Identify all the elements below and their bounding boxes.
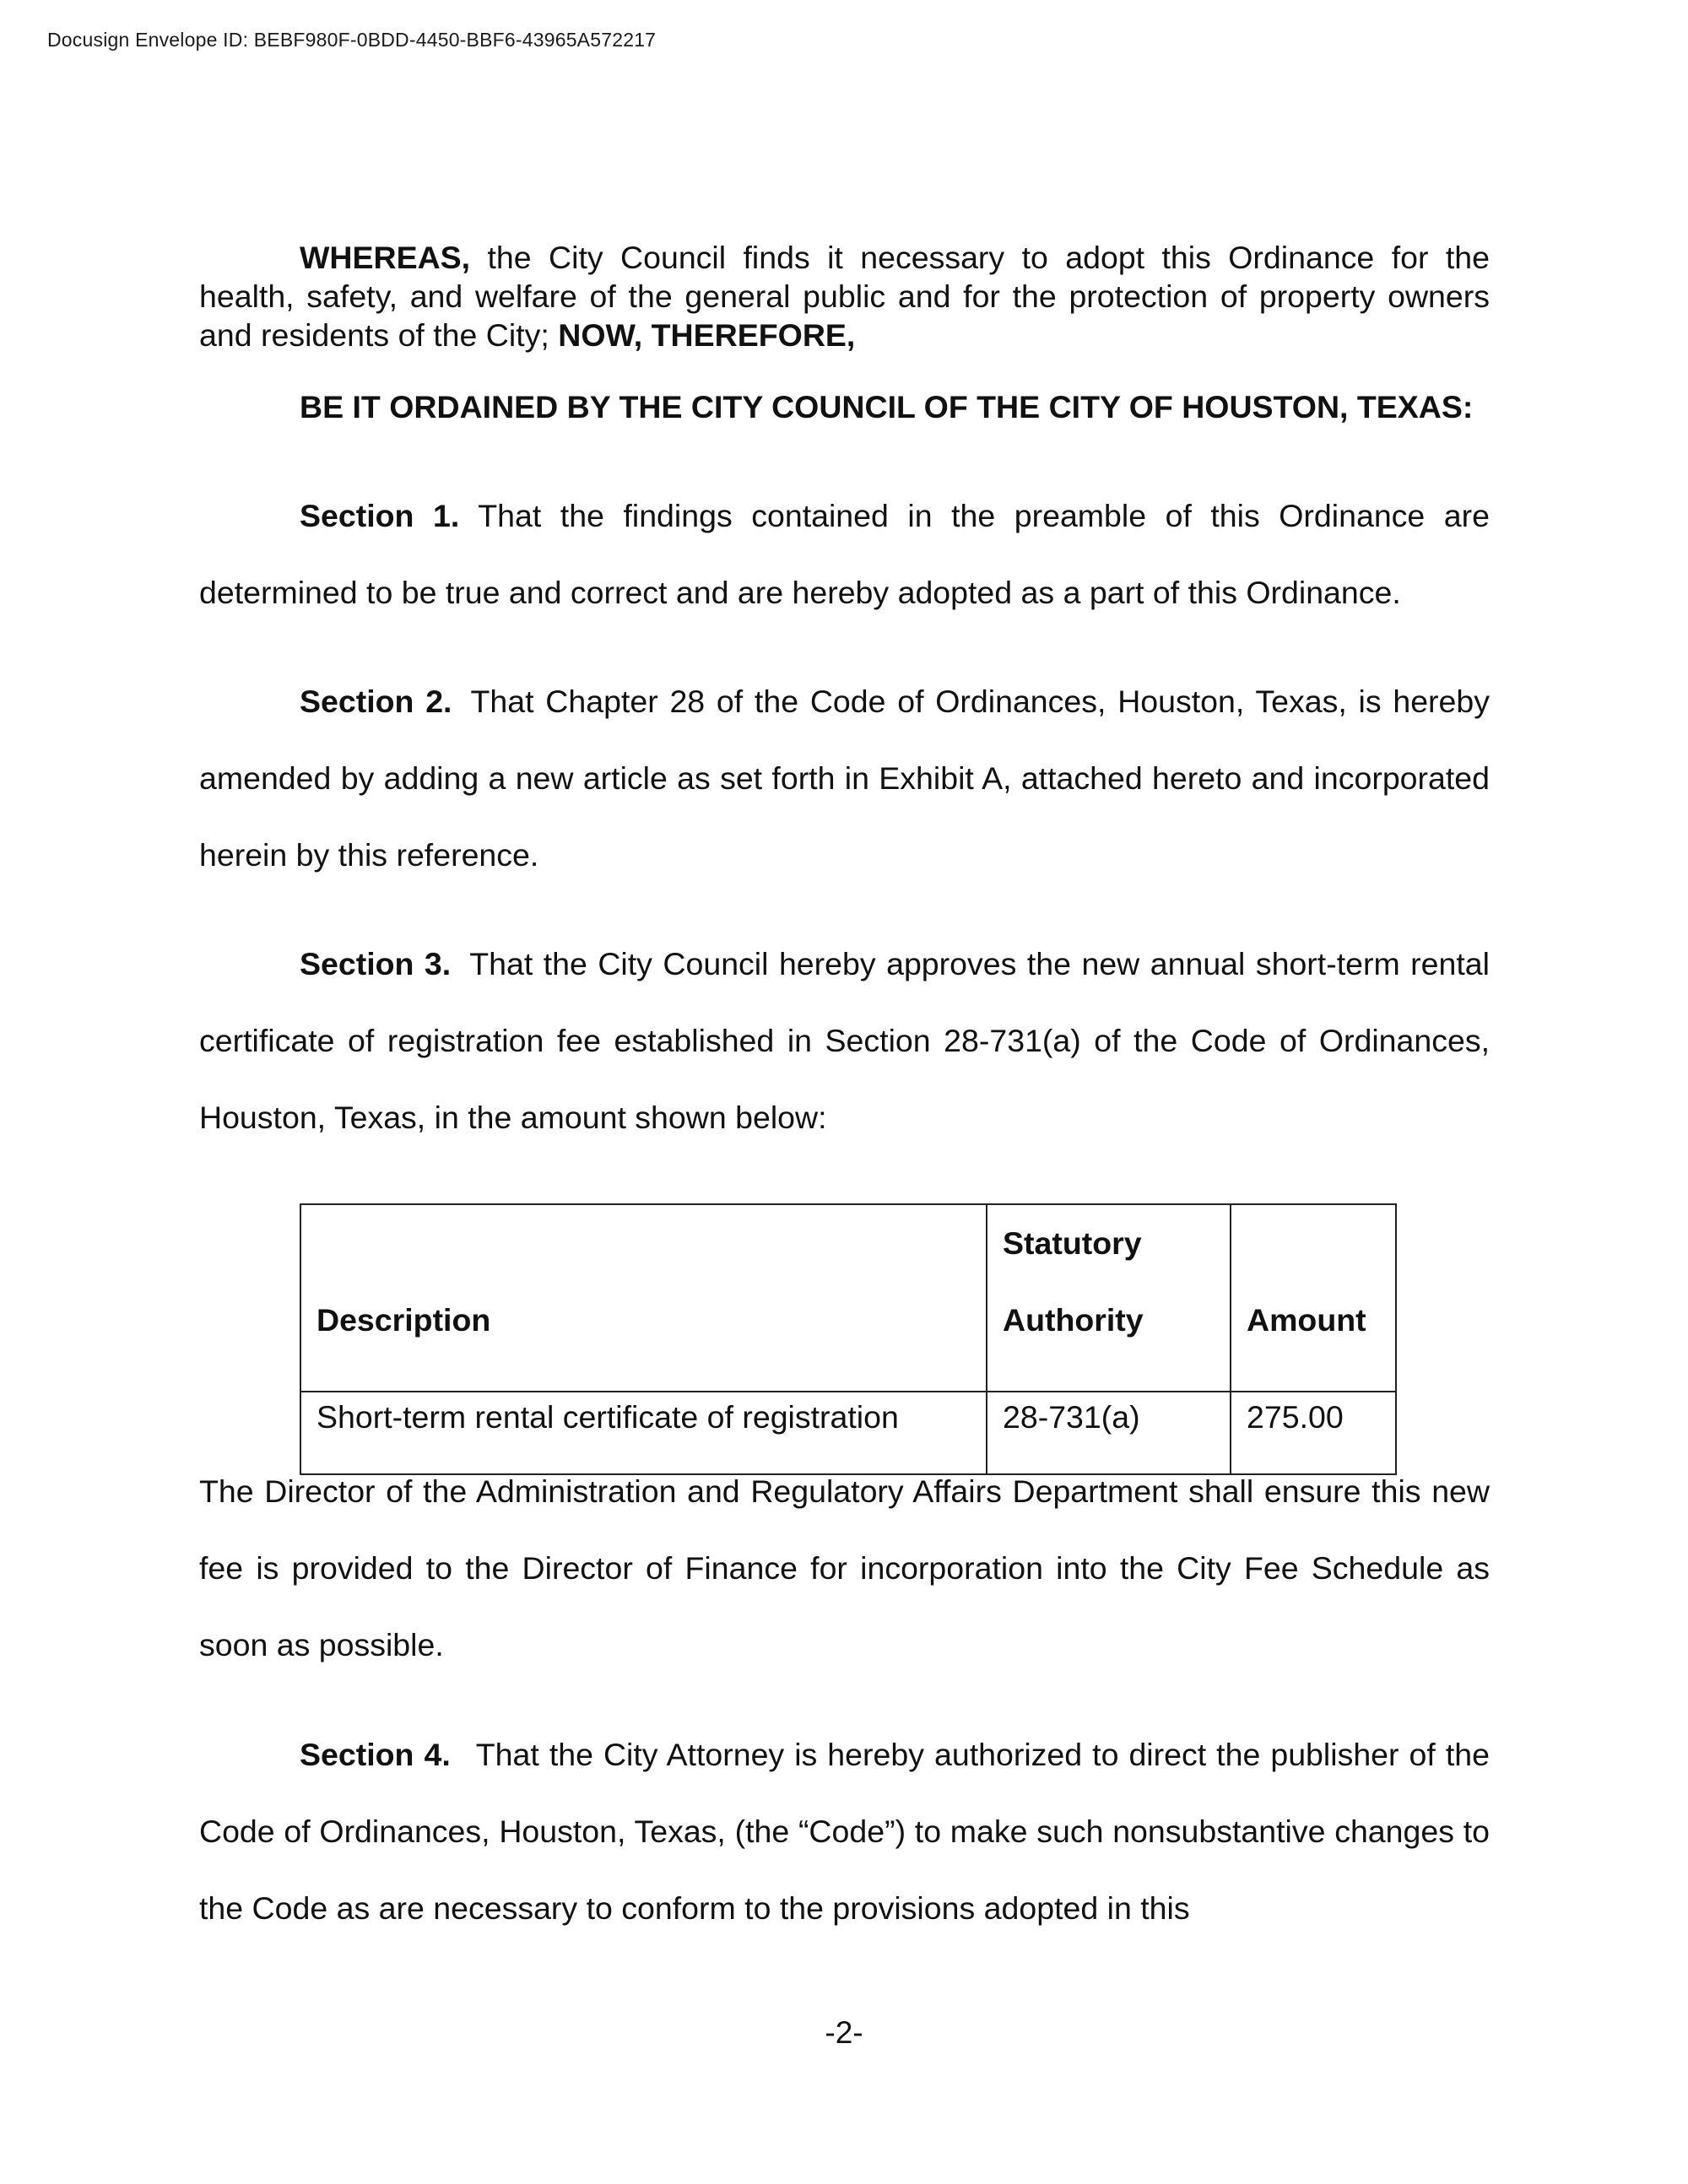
section-4 — [199, 1716, 1490, 1947]
section-1-label: Section 1. — [300, 498, 460, 533]
header-authority-line2: Authority — [1003, 1302, 1144, 1338]
envelope-id: Docusign Envelope ID: BEBF980F-0BDD-4450-BBF6-43965A572217 — [47, 29, 657, 51]
section-4-text: That the City Attorney is hereby authorized to direct the publisher of the Code of Ordinances, Houston, Texas, (the “Code”) to make such nonsubstantive changes to the Code as are necessary to conform to the provisions adopted in this — [199, 1737, 1490, 1926]
fee-table-header-row — [300, 1204, 1396, 1392]
cell-amount: 275.00 — [1231, 1392, 1396, 1474]
header-description: Description — [300, 1204, 987, 1392]
section-1 — [199, 478, 1490, 631]
whereas-paragraph — [199, 238, 1490, 354]
header-authority-line1: Statutory — [1003, 1225, 1142, 1261]
section-2-label: Section 2. — [300, 684, 452, 719]
section-3-label: Section 3. — [300, 946, 452, 981]
section-2 — [199, 663, 1490, 894]
director-note — [199, 1453, 1490, 1684]
section-1-text: That the findings contained in the preamble of this Ordinance are determined to be true and correct and are hereby adopted as a part of this Ordinance. — [199, 498, 1490, 610]
ordained-clause — [199, 387, 1490, 426]
whereas-body: the City Council finds it necessary to adopt this Ordinance for the health, safety, and welfare of the general public and for the protection of property owners and residents of the City; — [199, 240, 1490, 353]
header-statutory-authority — [987, 1204, 1231, 1392]
header-amount: Amount — [1231, 1204, 1396, 1392]
section-2-text: That Chapter 28 of the Code of Ordinances, Houston, Texas, is hereby amended by adding a new article as set forth in Exhibit A, attached hereto and incorporated herein by this reference. — [199, 684, 1490, 873]
fee-table — [300, 1203, 1397, 1475]
director-note-text: The Director of the Administration and Regulatory Affairs Department shall ensure this new fee is provided to the Director of Finance for incorporation into the City Fee Schedule as soon as possible. — [199, 1473, 1490, 1662]
section-4-label: Section 4. — [300, 1737, 451, 1772]
section-3-text: That the City Council hereby approves the new annual short-term rental certificate of registration fee established in Section 28-731(a) of the Code of Ordinances, Houston, Texas, in the amount shown below: — [199, 946, 1490, 1135]
ordained-text: BE IT ORDAINED BY THE CITY COUNCIL OF THE CITY OF HOUSTON, TEXAS: — [300, 389, 1474, 424]
whereas-lead: WHEREAS, — [300, 240, 471, 275]
cell-authority: 28-731(a) — [987, 1392, 1231, 1474]
cell-description: Short-term rental certificate of registration — [300, 1392, 987, 1474]
page-number: -2- — [825, 2015, 863, 2050]
table-row — [300, 1392, 1396, 1474]
whereas-closing: NOW, THEREFORE, — [558, 317, 856, 353]
section-3 — [199, 926, 1490, 1156]
